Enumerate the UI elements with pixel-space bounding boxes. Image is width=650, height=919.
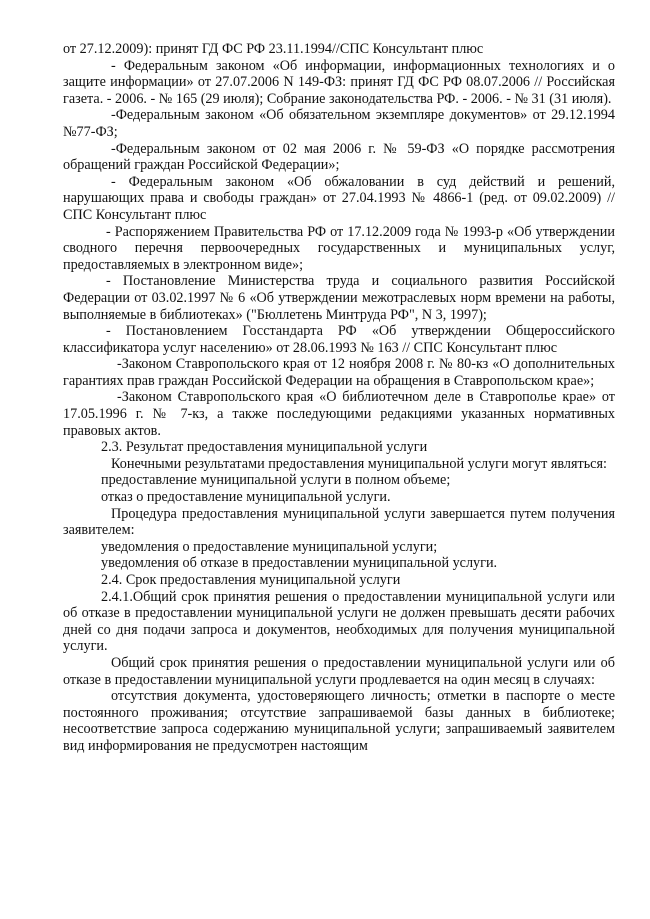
paragraph-law-appeals: -Федеральным законом от 02 мая 2006 г. № 59-ФЗ «О порядке рассмотрения обращений граждан Российской Федерации»;	[63, 140, 615, 174]
paragraph-gosstandart-resolution: - Постановлением Госстандарта РФ «Об утверждении Общероссийского классификатора услуг населению» от 28.06.1993 № 163 // СПС Консультант плюс	[63, 323, 615, 356]
paragraph-extension: Общий срок принятия решения о предоставлении муниципальной услуги или об отказе в предоставлении муниципальной услуги продлевается на один месяц в случаях:	[63, 654, 615, 688]
document-body	[63, 41, 615, 755]
paragraph-2-4-1: 2.4.1.Общий срок принятия решения о предоставлении муниципальной услуги или об отказе в предоставлении муниципальной услуги не должен превышать десяти рабочих дней со дня подачи запроса и документов, необходимых для получения муниципальной услуги.	[63, 588, 615, 655]
paragraph-results-intro: Конечными результатами предоставления муниципальной услуги могут являться:	[111, 455, 607, 472]
paragraph-law-information: - Федеральным законом «Об информации, информационных технологиях и о защите информации» от 27.07.2006 N 149-ФЗ: принят ГД ФС РФ 08.07.2006 // Российская газета. - 2006. - № 165 (29 июля); Собрание законодательства РФ. - 2006. - № 31 (31 июля).	[63, 57, 615, 107]
list-item-notification-grant: уведомления о предоставление муниципальной услуги;	[101, 538, 438, 555]
paragraph-ministry-resolution: - Постановление Министерства труда и социального развития Российской Федерации от 03.02.1997 № 6 «Об утверждении межотраслевых норм времени на работы, выполняемые в библиотеках» ("Бюллетень Минтруда РФ", N 3, 1997);	[63, 273, 615, 323]
paragraph-law-court: - Федеральным законом «Об обжаловании в суд действий и решений, нарушающих права и свободы граждан» от 27.04.1993 № 4866-1 (ред. от 09.02.2009) // СПС Консультант плюс	[63, 173, 615, 223]
paragraph-extension-cases: отсутствия документа, удостоверяющего личность; отметки в паспорте о месте постоянного проживания; отсутствие запрашиваемой базы данных в библиотеке; несоответствие запроса содержанию муниципальной услуги; запрашиваемый заявителем вид информирования не предусмотрен настоящим	[63, 688, 615, 754]
list-item-result-refusal: отказ о предоставление муниципальной услуги.	[101, 489, 391, 506]
paragraph-law-mandatory-copy: -Федеральным законом «Об обязательном экземпляре документов» от 29.12.1994 №77-ФЗ;	[63, 107, 615, 140]
paragraph-continuation: от 27.12.2009): принят ГД ФС РФ 23.11.1994//СПС Консультант плюс	[63, 41, 484, 57]
paragraph-procedure: Процедура предоставления муниципальной услуги завершается путем получения заявителем:	[63, 505, 615, 539]
list-item-result-full: предоставление муниципальной услуги в полном объеме;	[101, 472, 451, 489]
paragraph-government-order: - Распоряжением Правительства РФ от 17.12.2009 года № 1993-р «Об утверждении сводного перечня первоочередных государственных и муниципальных услуг, предоставляемых в электронном виде»;	[63, 223, 615, 273]
section-heading-2-3: 2.3. Результат предоставления муниципальной услуги	[101, 439, 428, 456]
paragraph-regional-law-guarantees: -Законом Ставропольского края от 12 ноября 2008 г. № 80-кз «О дополнительных гарантиях прав граждан Российской Федерации на обращения в Ставропольском крае»;	[63, 356, 615, 389]
paragraph-regional-law-libraries: -Законом Ставропольского края «О библиотечном деле в Ставрополье крае» от 17.05.1996 г. № 7-кз, а также последующими редакциями указанных нормативных правовых актов.	[63, 389, 615, 439]
list-item-notification-refusal: уведомления об отказе в предоставлении муниципальной услуги.	[101, 555, 498, 572]
section-heading-2-4: 2.4. Срок предоставления муниципальной услуги	[101, 572, 401, 588]
